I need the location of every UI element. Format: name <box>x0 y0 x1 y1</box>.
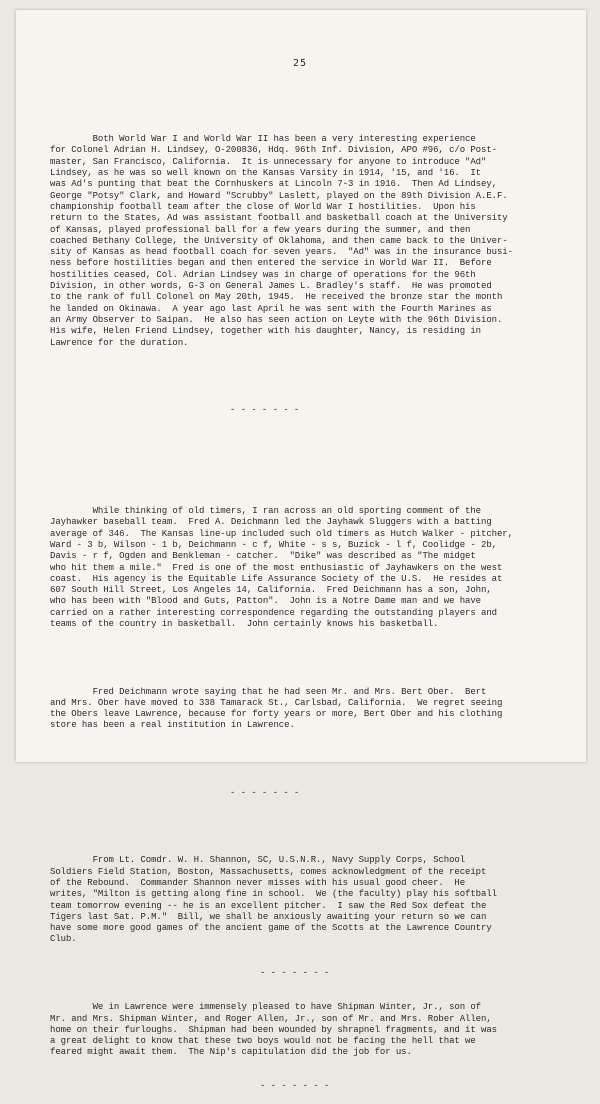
spacer <box>50 473 570 484</box>
section-divider: - - - - - - - <box>260 968 330 979</box>
paragraph-lindsey: Both World War I and World War II has been a very interesting experience for Colonel Adrian H. Lindsey, O-200836, Hdq. 96th Inf. Division, APO #96, c/o Post- master, San Francisco, California. It is unnecessary for anyone to introduce "Ad" Lindsey, as he was so well known on the Kansas Varsity in 1914, '15, and '16. It was Ad's punting that beat the Cornhuskers at Lincoln 7-3 in 1916. Then Ad Lindsey, George "Potsy" Clark, and Howard "Scrubby" Laslett, played on the 89th Division A.E.F. championship football team after the close of World War I hostilities. Upon his return to the States, Ad was assistant football and basketball coach at the University of Kansas, played professional ball for a few years during the summer, and then coached Bethany College, the University of Oklahoma, and then came back to the Univer- sity of Kansas as head football coach for seven years. "Ad" was in the insurance busi- ness before hostilities began and then entered the service in World War II. Before hostilities ceased, Col. Adrian Lindsey was in charge of operations for the 96th Division, in other words, G-3 on General James L. Bradley's staff. He was promoted to the rank of full Colonel on May 20th, 1945. He received the bronze star the month he landed on Okinawa. A year ago last April he was sent with the Fourth Marines as an Army Observer to Saipan. He also has seen action on Leyte with the 96th Division. His wife, Helen Friend Lindsey, together with his daughter, Nancy, is residing in Lawrence for the duration. <box>50 134 513 348</box>
newsletter-body <box>50 78 570 1104</box>
spacer <box>50 822 570 833</box>
spacer <box>50 101 570 112</box>
section-divider: - - - - - - - <box>230 405 300 416</box>
spacer <box>50 371 570 382</box>
section-divider: - - - - - - - <box>260 1081 330 1092</box>
spacer <box>50 653 570 664</box>
page-number: 25 <box>292 58 308 69</box>
paragraph-ober: Fred Deichmann wrote saying that he had seen Mr. and Mrs. Bert Ober. Bert and Mrs. Ober have moved to 338 Tamarack St., Carlsbad, California. We regret seeing the Obers leave Lawrence, because for forty years or more, Bert Ober and his clothing store has been a real institution in Lawrence. <box>50 686 503 731</box>
paragraph-winter-allen: We in Lawrence were immensely pleased to have Shipman Winter, Jr., son of Mr. and Mrs. Shipman Winter, and Roger Allen, Jr., son of Mr. and Mrs. Rober Allen, home on their furloughs. Shipman had been wounded by shrapnel fragments, and it was a great delight to know that these two boys would not be facing the hell that we feared might await them. The Nip's capitulation did the job for us. <box>50 1002 497 1058</box>
spacer <box>50 754 570 765</box>
spacer <box>50 439 570 450</box>
paragraph-shannon: From Lt. Comdr. W. H. Shannon, SC, U.S.N.R., Navy Supply Corps, School Soldiers Field Station, Boston, Massachusetts, comes acknowledgment of the receipt of the Rebound. Commander Shannon never misses with his usual good cheer. He writes, "Milton is getting along fine in school. We (the faculty) play his softball team tomorrow evening -- he is an excellent pitcher. I saw the Red Sox defeat the Tigers last Sat. P.M." Bill, we shall be anxiously awaiting your return so we can have some more good games of the ancient game of the Scotts at the Lawrence Country Club. <box>50 855 497 945</box>
section-divider: - - - - - - - <box>230 787 300 798</box>
paragraph-deichmann: While thinking of old timers, I ran across an old sporting comment of the Jayhawker baseball team. Fred A. Deichmann led the Jayhawk Sluggers with a batting average of 346. The Kansas line-up included such old timers as Hutch Walker - pitcher, Ward - 3 b, Wilson - 1 b, Deichmann - c f, White - s s, Buzick - l f, Coolidge - 2b, Davis - r f, Ogden and Benkleman - catcher. "Dike" was described as "The midget who hit them a mile." Fred is one of the most enthusiastic of Jayhawkers on the west coast. His agency is the Equitable Life Assurance Society of the U.S. He resides at 607 South Hill Street, Los Angeles 14, California. Fred Deichmann has a son, John, who has been with "Blood and Guts, Patton". John is a Notre Dame man and we have carried on a rather interesting correspondence regarding the outstanding players and teams of the country in basketball. John certainly knows his basketball. <box>50 506 513 630</box>
